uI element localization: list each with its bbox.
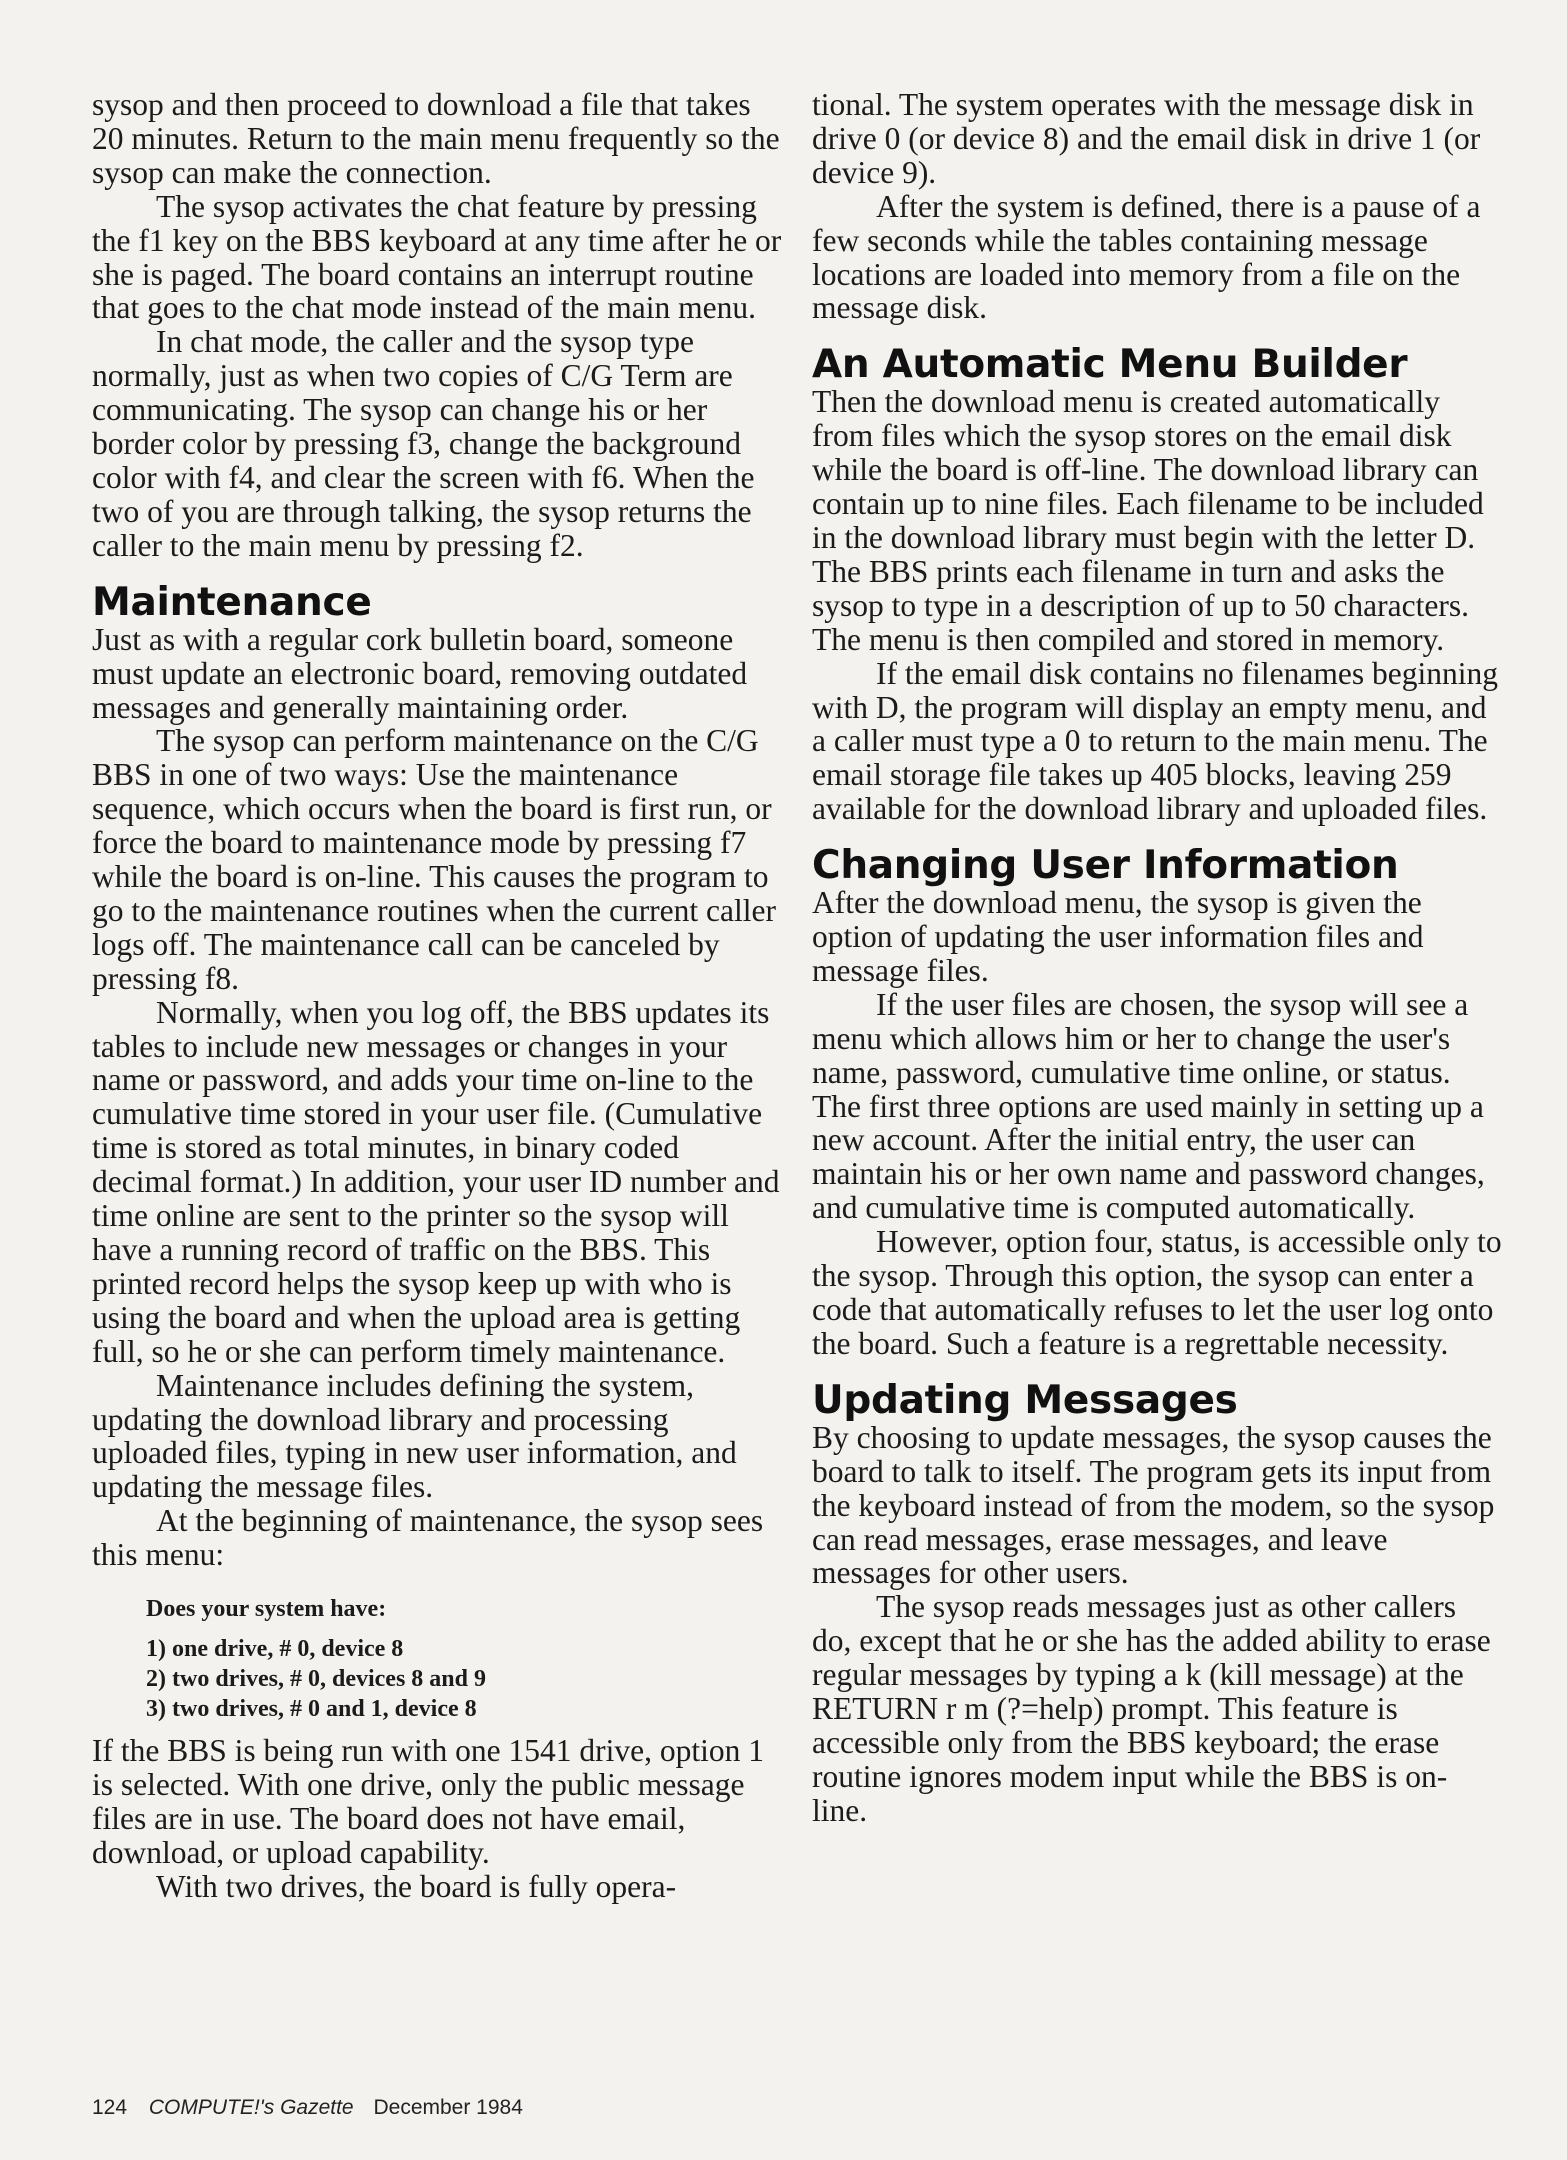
- issue-date: December 1984: [373, 2096, 523, 2119]
- paragraph: Just as with a regular cork bulletin board, someone must update an electronic board, removing outdated messages and generally maintaining order.: [92, 621, 748, 725]
- left-column: [92, 88, 786, 1904]
- menu-option: 3) two drives, # 0 and 1, device 8: [146, 1696, 477, 1723]
- paragraph: Then the download menu is created automatically from files which the sysop stores on the email disk while the board is off-line. The download library can contain up to nine files. Each filename to be included in the download library must begin with the letter D. The BBS prints each filename in turn and asks the sysop to type in a description of up to 50 characters. The menu is then compiled and stored in memory.: [812, 384, 1484, 657]
- paragraph: Maintenance includes defining the system, updating the download library and processing uploaded files, typing in new user information, and updating the message files.: [92, 1367, 737, 1505]
- paragraph: After the system is defined, there is a pause of a few seconds while the tables containing message locations are loaded into memory from a file on the message disk.: [812, 188, 1481, 326]
- menu-title: Does your system have:: [146, 1596, 387, 1623]
- heading-menu-builder: An Automatic Menu Builder: [812, 342, 1408, 388]
- paragraph: However, option four, status, is accessible only to the sysop. Through this option, the sysop can enter a code that automatically refuses to let the user log onto the board. Such a feature is a regrettable necessity.: [812, 1224, 1502, 1361]
- paragraph: The sysop can perform maintenance on the C/G BBS in one of two ways: Use the maintenance sequence, which occurs when the board is first run, or force the board to maintenance mode by pressing f7 while the board is on-line. This causes the program to go to the maintenance routines when the current caller logs off. The maintenance call can be canceled by pressing f8.: [92, 723, 776, 996]
- paragraph: The sysop reads messages just as other callers do, except that he or she has the added ability to erase regular messages by typing a k (kill message) at the RETURN r m (?=help) prompt. This feature is accessible only from the BBS keyboard; the erase routine ignores modem input while the BBS is on-line.: [812, 1589, 1491, 1828]
- paragraph: The sysop activates the chat feature by pressing the f1 key on the BBS keyboard at any time after he or she is paged. The board contains an interrupt routine that goes to the chat mode instead of the main menu.: [92, 188, 782, 326]
- menu-option: 2) two drives, # 0, devices 8 and 9: [146, 1666, 486, 1693]
- system-menu-listing: [146, 1594, 786, 1724]
- magazine-name: COMPUTE!'s Gazette: [148, 2096, 354, 2119]
- paragraph: In chat mode, the caller and the sysop type normally, just as when two copies of C/G Term are communicating. The sysop can change his or her border color by pressing f3, change the background color with f4, and clear the screen with f6. When the two of you are through talking, the sysop returns the caller to the main menu by pressing f2.: [92, 324, 755, 563]
- paragraph: At the beginning of maintenance, the sysop sees this menu:: [92, 1503, 764, 1573]
- paragraph: sysop and then proceed to download a file that takes 20 minutes. Return to the main menu frequently so the sysop can make the connection.: [92, 87, 780, 190]
- paragraph: With two drives, the board is fully opera-: [156, 1868, 677, 1904]
- heading-maintenance: Maintenance: [92, 579, 372, 625]
- page-footer: [92, 2096, 523, 2120]
- paragraph: After the download menu, the sysop is given the option of updating the user information files and message files.: [812, 885, 1424, 988]
- menu-option: 1) one drive, # 0, device 8: [146, 1636, 404, 1663]
- paragraph: tional. The system operates with the message disk in drive 0 (or device 8) and the email disk in drive 1 (or device 9).: [812, 87, 1481, 190]
- page-number: 124: [92, 2096, 128, 2119]
- paragraph: If the BBS is being run with one 1541 drive, option 1 is selected. With one drive, only the public message files are in use. The board does not have email, download, or upload capability.: [92, 1733, 764, 1870]
- heading-user-information: Changing User Information: [812, 843, 1399, 889]
- paragraph: Normally, when you log off, the BBS updates its tables to include new messages or changes in your name or password, and adds your time on-line to the cumulative time stored in your user file. (Cumulative time is stored as total minutes, in binary coded decimal format.) In addition, your user ID number and time online are sent to the printer so the sysop will have a running record of traffic on the BBS. This printed record helps the sysop keep up with who is using the board and when the upload area is getting full, so he or she can perform timely maintenance.: [92, 994, 780, 1369]
- paragraph: If the email disk contains no filenames beginning with D, the program will display an empty menu, and a caller must type a 0 to return to the main menu. The email storage file takes up 405 blocks, leaving 259 available for the download library and uploaded files.: [812, 655, 1498, 827]
- heading-updating-messages: Updating Messages: [812, 1377, 1238, 1423]
- paragraph: If the user files are chosen, the sysop will see a menu which allows him or her to change the user's name, password, cumulative time online, or status. The first three options are used mainly in setting up a new account. After the initial entry, the user can maintain his or her own name and password changes, and cumulative time is computed automatically.: [812, 986, 1485, 1226]
- paragraph: By choosing to update messages, the sysop causes the board to talk to itself. The program gets its input from the keyboard instead of from the modem, so the sysop can read messages, erase messages, and leave messages for other users.: [812, 1419, 1495, 1591]
- right-column: [812, 88, 1502, 1828]
